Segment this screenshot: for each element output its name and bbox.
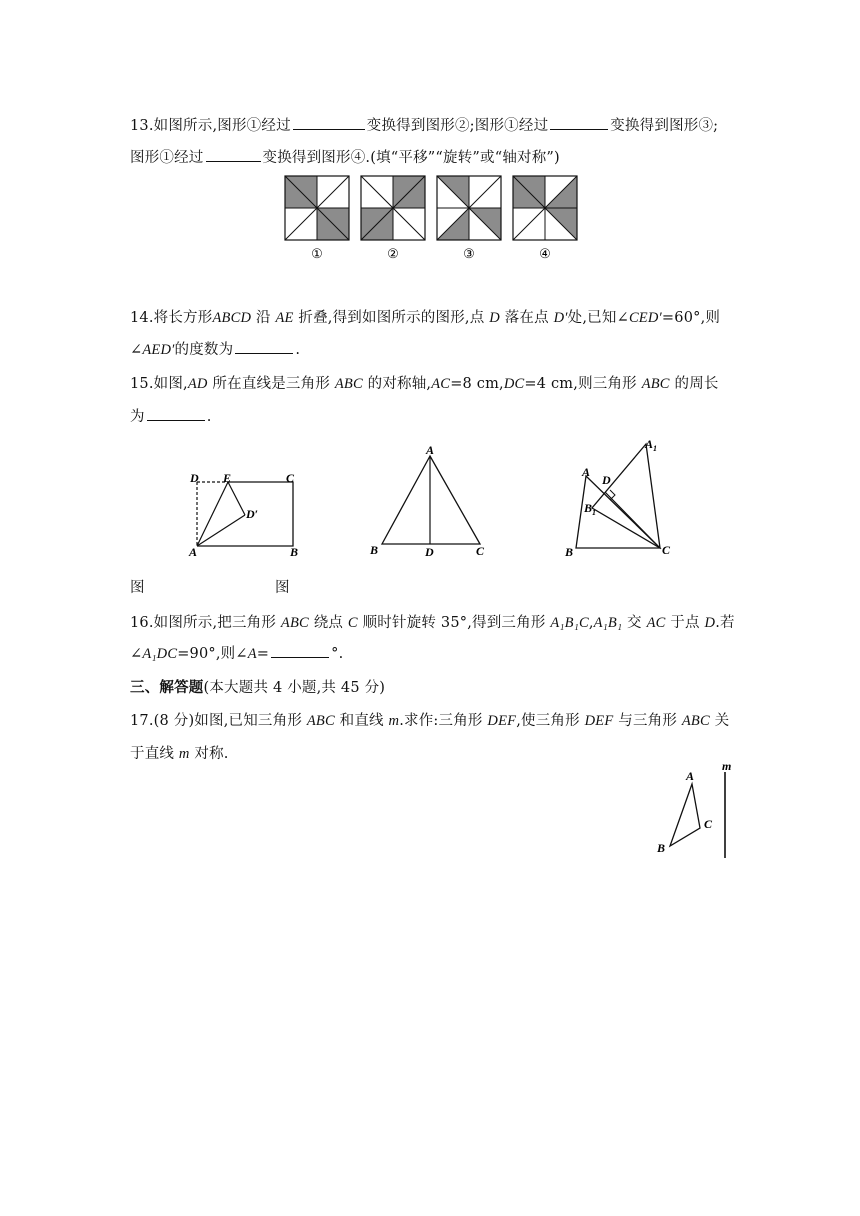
q13-answer-blank-3[interactable]	[206, 147, 261, 162]
q15-text-1: 15.如图,	[130, 376, 188, 392]
rect-label-e: E	[223, 471, 232, 485]
tile-2	[361, 176, 425, 240]
q16-abc: ABC	[280, 615, 309, 631]
q16-line-2	[130, 642, 343, 663]
q14-text-2: 沿	[251, 310, 276, 326]
q17-text-8: 对称.	[189, 746, 229, 762]
q15-line-1	[130, 372, 719, 393]
q16-text-8: ∠	[130, 646, 143, 662]
q17-abc-1: ABC	[306, 713, 335, 729]
q17-line-1	[130, 709, 729, 730]
tile-label-1: ①	[311, 246, 323, 261]
q15-text-6: 的周长	[669, 376, 719, 392]
q17-line-2	[130, 742, 229, 763]
q17-text-5: 与三角形	[613, 713, 682, 729]
rect-label-a: A	[189, 545, 198, 559]
q16-a1b1c: A₁B₁C	[550, 615, 589, 631]
q17-text-3: .求作:三角形	[399, 713, 488, 729]
q16-text-3: 顺时针旋转 35°,得到三角形	[357, 615, 551, 631]
rot-label-d: D	[602, 473, 611, 487]
q14-aed: AED′	[142, 342, 175, 358]
rotation-figure	[560, 432, 685, 562]
q15-ad: AD	[187, 376, 208, 392]
tile-label-3: ③	[463, 246, 475, 261]
q17-label-a: A	[686, 769, 695, 783]
q13-answer-blank-1[interactable]	[293, 115, 365, 130]
q16-text-11: °.	[331, 646, 344, 662]
q17-text-4: ,使三角形	[516, 713, 585, 729]
rect-label-b: B	[290, 545, 299, 559]
q16-a: A	[247, 646, 257, 662]
q14-text-3: 折叠,得到如图所示的图形,点	[293, 310, 490, 326]
q17-def-2: DEF	[584, 713, 614, 729]
q15-text-2: 所在直线是三角形	[207, 376, 335, 392]
q17-text-7: 于直线	[130, 746, 179, 762]
tile-4	[513, 176, 577, 240]
q16-a1dc: A₁DC	[142, 646, 178, 662]
q17-label-b: B	[657, 841, 666, 855]
q14-d: D	[489, 310, 500, 326]
tile-3	[437, 176, 501, 240]
q14-ae: AE	[275, 310, 294, 326]
figure-caption-2: 图	[275, 580, 290, 596]
q14-answer-blank[interactable]	[235, 339, 293, 354]
q16-text-2: 绕点	[308, 615, 348, 631]
q13-text-1: 13.如图所示,图形①经过	[130, 118, 291, 134]
rect-label-d: D	[190, 471, 199, 485]
q15-ac: AC	[431, 376, 451, 392]
q14-text-4: 落在点	[499, 310, 554, 326]
q15-text-8: .	[206, 409, 212, 425]
rectangle-fold-figure	[180, 468, 310, 560]
rot-label-b1: $B_1$	[584, 501, 597, 517]
q16-text-9: =90°,则∠	[177, 646, 248, 662]
q16-text-5: 交	[622, 615, 647, 631]
q13-text-3: 变换得到图形③;	[610, 118, 719, 134]
q13-figure	[280, 170, 580, 262]
q16-text-1: 16.如图所示,把三角形	[130, 615, 281, 631]
q13-answer-blank-2[interactable]	[550, 115, 608, 130]
section-3-heading	[130, 676, 385, 697]
rot-label-a: A	[582, 465, 591, 479]
q15-abc-1: ABC	[334, 376, 363, 392]
q13-text-5: 变换得到图形④.(填“平移”“旋转”或“轴对称”)	[262, 150, 560, 166]
q16-text-7: .若	[715, 615, 735, 631]
q16-ac: AC	[646, 615, 666, 631]
rot-label-c: C	[662, 543, 671, 557]
q13-text-2: 变换得到图形②;图形①经过	[366, 118, 549, 134]
q16-text-10: =	[256, 646, 270, 662]
q16-line-1	[130, 611, 735, 632]
tri-label-c: C	[476, 544, 485, 558]
q17-text-2: 和直线	[334, 713, 389, 729]
triangle-axis-figure	[366, 440, 496, 562]
q13-text-4: 图形①经过	[130, 150, 204, 166]
q14-text-5: 处,已知∠	[567, 310, 629, 326]
q17-def-1: DEF	[487, 713, 517, 729]
tri-label-b: B	[370, 543, 379, 557]
tile-label-4: ④	[539, 246, 551, 261]
q16-answer-blank[interactable]	[271, 643, 329, 658]
q16-text-4: ,	[588, 615, 594, 631]
q14-text-6: =60°,则	[661, 310, 721, 326]
q14-text-9: .	[295, 342, 301, 358]
q15-dc: DC	[503, 376, 525, 392]
q14-dprime: D′	[553, 310, 568, 326]
q17-text-6: 关	[709, 713, 730, 729]
q17-m-2: m	[178, 746, 190, 762]
q16-a1b1: A₁B₁	[593, 615, 623, 631]
q17-label-c: C	[704, 817, 713, 831]
tile-label-2: ②	[387, 246, 399, 261]
q14-abcd: ABCD	[212, 310, 252, 326]
q15-text-4: =8 cm,	[450, 376, 504, 392]
q17-text-1: 17.(8 分)如图,已知三角形	[130, 713, 307, 729]
q14-ced: CED′	[628, 310, 662, 326]
q17-label-m: m	[722, 760, 732, 773]
q15-line-2	[130, 405, 212, 426]
q17-figure	[650, 760, 740, 864]
q13-line-2	[130, 146, 560, 167]
q14-text-8: 的度数为	[174, 342, 234, 358]
tri-label-d: D	[425, 545, 434, 559]
q13-line-1	[130, 114, 718, 135]
figure-caption-1: 图	[130, 580, 145, 596]
q15-text-7: 为	[130, 409, 145, 425]
q16-d: D	[704, 615, 716, 631]
q14-text-1: 14.将长方形	[130, 310, 213, 326]
section-3-note: (本大题共 4 小题,共 45 分)	[203, 680, 386, 696]
q16-text-6: 于点	[665, 615, 705, 631]
q14-line-2	[130, 338, 300, 359]
q15-answer-blank[interactable]	[147, 406, 205, 421]
q17-abc-2: ABC	[681, 713, 710, 729]
q15-text-5: =4 cm,则三角形	[524, 376, 642, 392]
q14-text-7: ∠	[130, 342, 143, 358]
tri-label-a: A	[426, 443, 435, 457]
q15-text-3: 的对称轴,	[362, 376, 432, 392]
q17-m: m	[388, 713, 400, 729]
rect-label-dprime: D′	[246, 507, 259, 521]
section-3-title: 三、解答题	[130, 679, 204, 696]
rot-label-b: B	[565, 545, 574, 559]
tile-1	[285, 176, 349, 240]
q14-line-1	[130, 306, 720, 327]
rect-label-c: C	[286, 471, 295, 485]
rot-label-a1: $A_1$	[645, 437, 658, 453]
q15-abc-2: ABC	[641, 376, 670, 392]
q16-c: C	[347, 615, 358, 631]
